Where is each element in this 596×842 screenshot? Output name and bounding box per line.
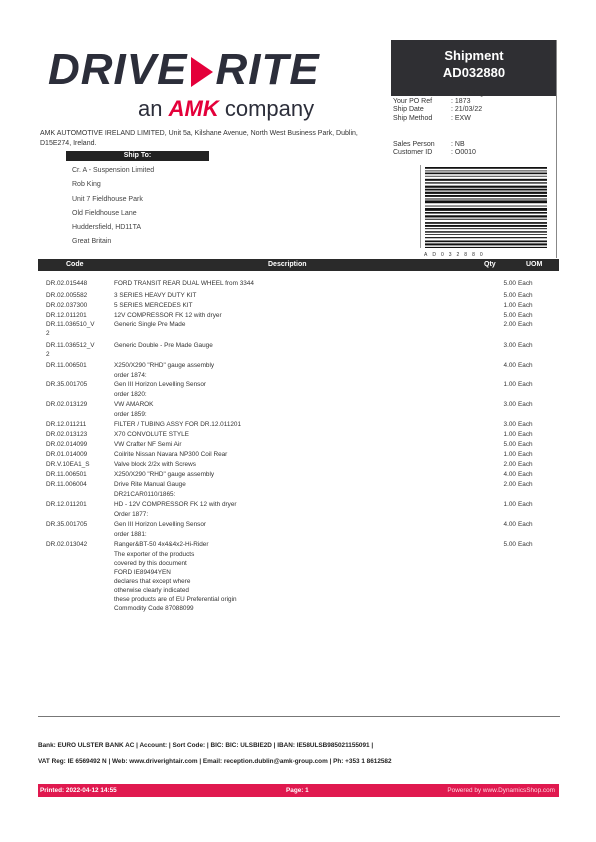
item-uom: Each [518, 481, 533, 488]
barcode-bar [425, 234, 547, 235]
item-qty: 5.00 [503, 441, 516, 448]
item-uom: Each [518, 362, 533, 369]
item-code: DR.35.001705 [46, 521, 88, 528]
bank-details: Bank: EURO ULSTER BANK AC | Account: | Sort Code: | BIC: BIC: ULSBIE2D | IBAN: IE58ULSB985021155091 | [38, 742, 374, 749]
item-code: DR.11.006501 [46, 471, 87, 478]
barcode-bar [425, 173, 547, 175]
meta-row [393, 141, 486, 149]
item-uom: Each [518, 421, 533, 428]
item-uom: Each [518, 461, 533, 468]
declaration-line: otherwise clearly indicated [114, 587, 189, 594]
item-uom: Each [518, 302, 533, 309]
meta-value: : Rob King [451, 90, 484, 97]
item-qty: 5.00 [503, 312, 516, 319]
meta-key [393, 123, 451, 141]
item-uom: Each [518, 401, 533, 408]
item-description: Generic Double - Pre Made Gauge [114, 342, 213, 349]
meta-row [393, 98, 486, 106]
item-qty: 1.00 [503, 302, 516, 309]
barcode-bar [425, 222, 547, 224]
item-uom: Each [518, 312, 533, 319]
barcode-bar [425, 179, 547, 181]
ship-to-line: Huddersfield, HD11TA [72, 224, 141, 232]
meta-row [393, 90, 486, 98]
barcode-bar [425, 237, 547, 238]
item-description: FILTER / TUBING ASSY FOR DR.12.011201 [114, 421, 242, 428]
item-qty: 3.00 [503, 401, 516, 408]
ship-to-line: Old Fieldhouse Lane [72, 209, 137, 217]
ship-to-line: Cr. A - Suspension Limited [72, 167, 155, 174]
meta-value [451, 123, 486, 141]
meta-row [393, 149, 486, 157]
item-qty: 4.00 [503, 521, 516, 528]
item-description: 5 SERIES MERCEDES KIT [114, 302, 193, 309]
barcode-bar [425, 192, 547, 194]
item-uom: Each [518, 292, 533, 299]
vat-details: VAT Reg: IE 6569492 N | Web: www.driverightair.com | Email: reception.dublin@amk-group.com | Ph: +353 1 8612582 [38, 758, 392, 765]
barcode-bar [425, 195, 547, 197]
barcode-bar [425, 206, 547, 207]
item-description: order 1881: [114, 531, 147, 538]
item-code: DR.35.001705 [46, 381, 88, 388]
item-qty: 1.00 [503, 431, 516, 438]
item-code: DR.02.005582 [46, 292, 88, 299]
declaration-line: FORD IE89494YEN [114, 569, 171, 576]
meta-row [393, 115, 486, 123]
item-qty: 3.00 [503, 342, 516, 349]
item-code: DR.02.013042 [46, 541, 88, 548]
item-code: DR.12.011201 [46, 501, 87, 508]
item-description: HD - 12V COMPRESSOR FK 12 with dryer [114, 501, 237, 508]
item-description: X250/X290 "RHD" gauge assembly [114, 362, 215, 369]
barcode-label: AD032880 [424, 252, 488, 258]
item-qty: 4.00 [503, 471, 516, 478]
logo-right-text: RITE [215, 45, 320, 94]
item-description: Coilrite Nissan Navara NP300 Coil Rear [114, 451, 228, 458]
powered-by: Powered by www.DynamicsShop.com [447, 787, 555, 794]
item-qty: 5.00 [503, 292, 516, 299]
barcode-bar [425, 228, 547, 229]
ship-to-address [72, 164, 154, 250]
item-description: X250/X290 "RHD" gauge assembly [114, 471, 215, 478]
item-description: Valve block 2/2x with Screws [114, 461, 196, 468]
origin-declaration [114, 550, 334, 613]
item-uom: Each [518, 541, 533, 548]
meta-row [393, 123, 486, 141]
item-code: 2 [46, 330, 50, 337]
item-code: DR.02.015448 [46, 280, 88, 287]
item-code: DR.12.011211 [46, 421, 87, 428]
item-description: FORD TRANSIT REAR DUAL WHEEL from 3344 [114, 280, 254, 287]
item-description: Gen III Horizon Levelling Sensor [114, 521, 207, 528]
item-code: DR.01.014009 [46, 451, 88, 458]
barcode-icon [420, 165, 551, 248]
ship-to-line: Unit 7 Fieldhouse Park [72, 195, 143, 203]
item-qty: 1.00 [503, 501, 516, 508]
item-code: DR.02.013123 [46, 431, 88, 438]
declaration-line: The exporter of the products [114, 551, 195, 558]
bottom-divider [38, 716, 560, 717]
item-qty: 1.00 [503, 451, 516, 458]
tagline-pre: an [138, 96, 163, 121]
item-description: order 1820: [114, 391, 147, 398]
meta-row [393, 106, 486, 114]
meta-value: : EXW [451, 114, 471, 122]
item-code: DR.V.10EA1_S [46, 461, 90, 468]
print-footer [38, 784, 559, 797]
barcode-bar [425, 189, 547, 191]
barcode-bar [425, 231, 547, 232]
item-uom: Each [518, 342, 533, 349]
item-uom: Each [518, 451, 533, 458]
item-uom: Each [518, 501, 533, 508]
company-address: AMK AUTOMOTIVE IRELAND LIMITED, Unit 5a, Kilshane Avenue, North West Business Park, Dublin, D15E274, Ireland. [40, 130, 358, 147]
declaration-line: covered by this document [114, 560, 187, 567]
printed-date: Printed: 2022-04-12 14:55 [40, 787, 117, 794]
item-code: DR.11.036510_V [46, 321, 95, 328]
vertical-divider [556, 40, 557, 258]
barcode-bar [425, 182, 547, 183]
barcode-bar [425, 167, 547, 169]
item-description: VW AMAROK [114, 401, 154, 408]
barcode-bar [425, 198, 547, 199]
item-description: X70 CONVOLUTE STYLE [114, 431, 189, 438]
ship-to-line: Rob King [72, 181, 101, 189]
tagline [138, 96, 314, 122]
item-qty: 5.00 [503, 541, 516, 548]
item-description: VW Crafter NF Semi Air [114, 441, 182, 448]
item-code: DR.02.013129 [46, 401, 88, 408]
items-table-header [38, 259, 559, 271]
barcode-bar [425, 176, 547, 177]
item-code: DR.11.036512_V [46, 342, 95, 349]
item-description: 12V COMPRESSOR FK 12 with dryer [114, 312, 222, 319]
tagline-brand: AMK [168, 96, 219, 121]
item-description: Order 1877: [114, 511, 149, 518]
header-description: Description [268, 261, 307, 268]
item-code: DR.02.037300 [46, 302, 88, 309]
item-code: DR.02.014099 [46, 441, 88, 448]
item-description: DR21CAR0110/1865: [114, 491, 176, 498]
shipment-header-box [391, 40, 557, 96]
barcode-bar [425, 208, 547, 211]
meta-value: : 1873 [451, 98, 471, 106]
item-qty: 2.00 [503, 461, 516, 468]
meta-value: : 21/03/22 [451, 106, 483, 114]
item-qty: 3.00 [503, 421, 516, 428]
meta-key: Your PO Ref [393, 98, 433, 106]
item-qty: 4.00 [503, 362, 516, 369]
item-code: DR.12.011201 [46, 312, 87, 319]
item-uom: Each [518, 280, 533, 287]
barcode-bar [425, 247, 547, 248]
tagline-post: company [224, 96, 315, 121]
meta-key: Customer ID [393, 149, 433, 157]
shipment-number: AD032880 [442, 65, 506, 80]
item-description: 3 SERIES HEAVY DUTY KIT [114, 292, 197, 299]
item-description: order 1859: [114, 411, 147, 418]
meta-key: Ship Method [393, 114, 433, 122]
barcode-bar [425, 240, 547, 242]
item-qty: 2.00 [503, 481, 516, 488]
item-description: Generic Single Pre Made [114, 321, 186, 328]
item-qty: 5.00 [503, 280, 516, 287]
item-description: order 1874: [114, 372, 147, 379]
item-code: DR.11.006501 [46, 362, 87, 369]
declaration-line: these products are of EU Preferential origin [114, 596, 237, 603]
item-code: 2 [46, 351, 50, 358]
meta-value: : O0010 [451, 149, 476, 157]
barcode-bar [425, 219, 547, 220]
meta-value: : NB [451, 140, 465, 148]
shipment-title: Shipment [444, 48, 504, 63]
logo-triangle-icon [191, 57, 213, 87]
drive-rite-logo [48, 45, 320, 94]
barcode-bar [425, 170, 547, 171]
item-description: Ranger&BT-50 4x4&4x2-Hi-Rider [114, 541, 209, 548]
barcode-bar [425, 215, 547, 217]
meta-key: Ship Date [393, 106, 424, 114]
meta-key: Sales Person [393, 140, 435, 148]
item-uom: Each [518, 381, 533, 388]
barcode-bar [425, 200, 547, 203]
item-description: Drive Rite Manual Gauge [114, 481, 186, 488]
shipment-meta [393, 90, 486, 157]
barcode-bar [425, 225, 547, 227]
item-uom: Each [518, 441, 533, 448]
item-uom: Each [518, 431, 533, 438]
declaration-line: declares that except where [114, 578, 191, 585]
item-qty: 2.00 [503, 321, 516, 328]
meta-key: Your Contact [393, 90, 434, 97]
item-qty: 1.00 [503, 381, 516, 388]
page-number: Page: 1 [286, 787, 309, 794]
ship-to-line: Great Britain [72, 238, 112, 246]
ship-to-heading: Ship To: [66, 151, 209, 161]
barcode-bar [425, 243, 547, 245]
item-uom: Each [518, 521, 533, 528]
declaration-line: Commodity Code 87088099 [114, 605, 194, 612]
header-code: Code [66, 261, 84, 268]
item-uom: Each [518, 321, 533, 328]
logo-left-text: DRIVE [48, 45, 188, 94]
barcode-bar [425, 212, 547, 214]
header-uom: UOM [526, 261, 543, 268]
item-description: Gen III Horizon Levelling Sensor [114, 381, 207, 388]
header-qty: Qty [484, 261, 496, 268]
item-code: DR.11.006004 [46, 481, 87, 488]
barcode-bar [425, 186, 547, 188]
item-uom: Each [518, 471, 533, 478]
